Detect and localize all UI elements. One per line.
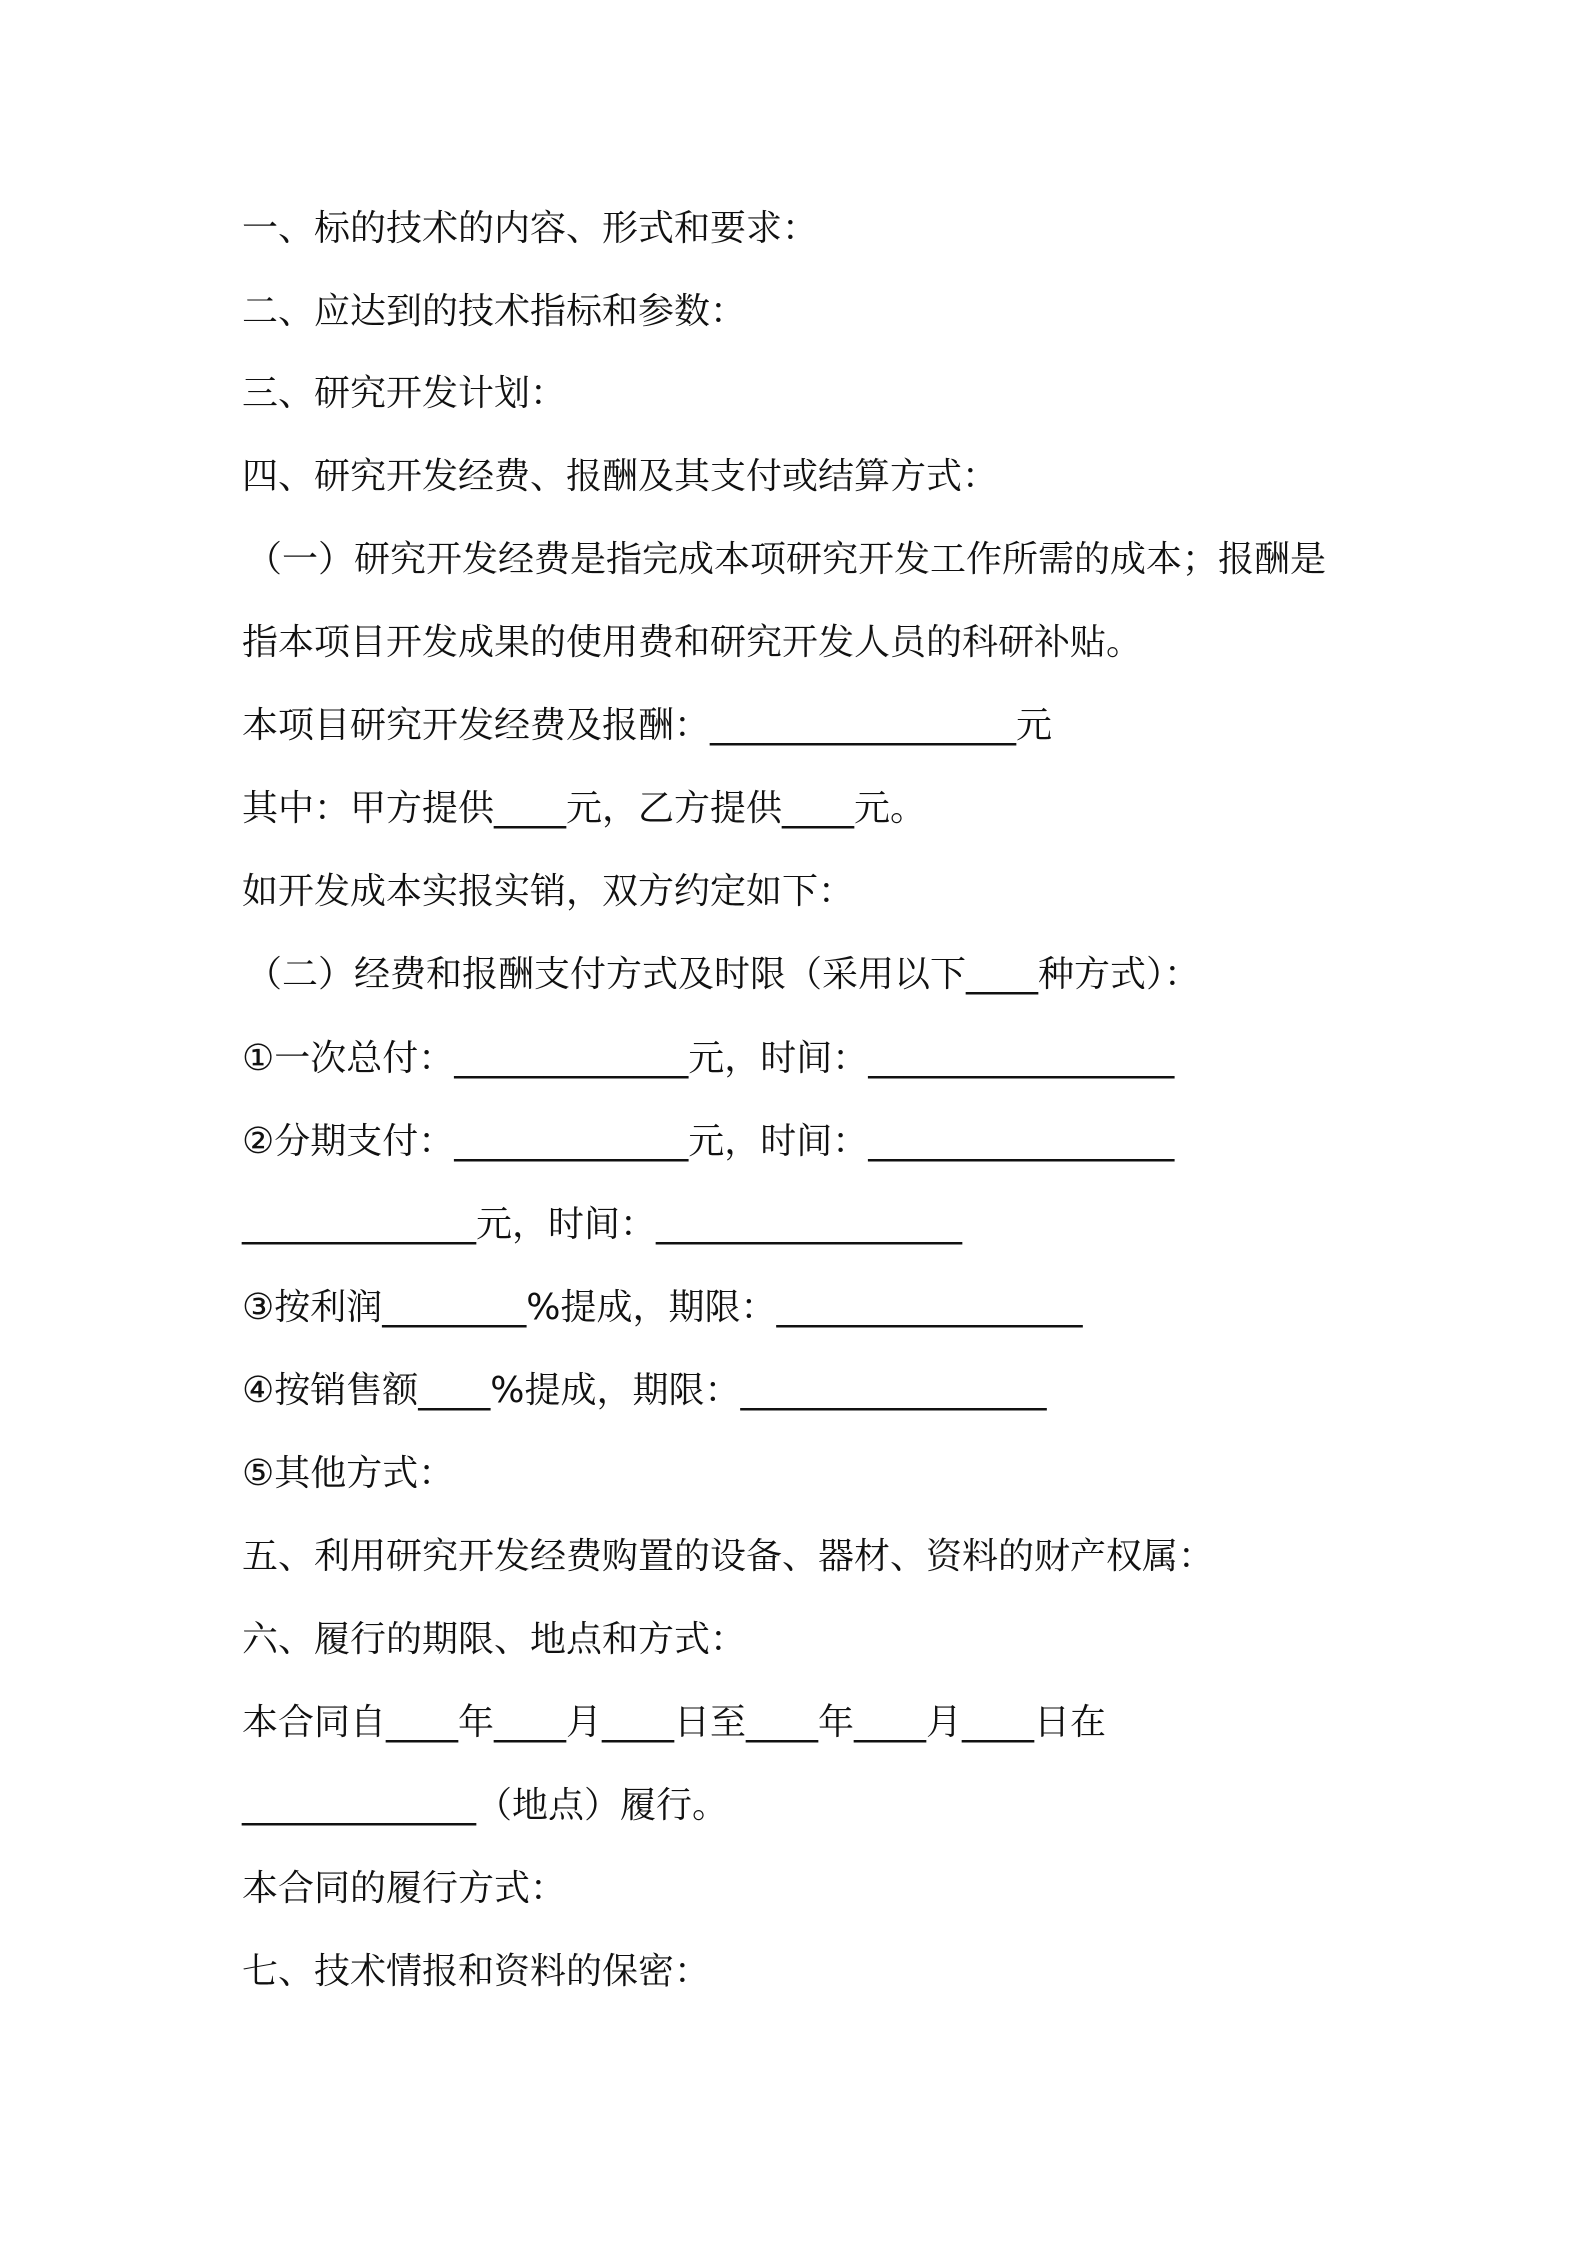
section-7-heading: 七、技术情报和资料的保密： [242,1951,711,1992]
clause-4-1-text-line1: （一）研究开发经费是指完成本项研究开发工作所需的成本；报酬是 [246,539,1327,580]
section-5-heading: 五、利用研究开发经费购置的设备、器材、资料的财产权属： [242,1536,1215,1577]
contract-location-line: _____________（地点）履行。 [242,1785,729,1826]
fee-split-line: 其中：甲方提供____元，乙方提供____元。 [242,788,927,829]
payment-lump-sum-line: ①一次总付：_____________元，时间：_________________ [242,1038,1175,1079]
total-fee-line: 本项目研究开发经费及报酬：_________________元 [242,705,1053,746]
payment-installment-line-2: _____________元，时间：_________________ [242,1204,963,1245]
payment-installment-line: ②分期支付：_____________元，时间：_________________ [242,1121,1175,1162]
section-4-heading: 四、研究开发经费、报酬及其支付或结算方式： [242,456,999,497]
section-1-heading: 一、标的技术的内容、形式和要求： [242,208,819,249]
section-3-heading: 三、研究开发计划： [242,373,567,414]
performance-method-line: 本合同的履行方式： [242,1868,567,1909]
clause-4-1-text-line2: 指本项目开发成果的使用费和研究开发人员的科研补贴。 [242,622,1143,663]
contract-period-line: 本合同自____年____月____日至____年____月____日在 [242,1702,1107,1743]
clause-4-2-heading: （二）经费和报酬支付方式及时限（采用以下____种方式）： [246,954,1201,995]
section-6-heading: 六、履行的期限、地点和方式： [242,1619,747,1660]
payment-other-line: ⑤其他方式： [242,1453,455,1494]
section-2-heading: 二、应达到的技术指标和参数： [242,291,747,332]
payment-profit-share-line: ③按利润________%提成，期限：_________________ [242,1287,1083,1328]
payment-sales-share-line: ④按销售额____%提成，期限：_________________ [242,1370,1047,1411]
actual-cost-line: 如开发成本实报实销，双方约定如下： [242,871,855,912]
